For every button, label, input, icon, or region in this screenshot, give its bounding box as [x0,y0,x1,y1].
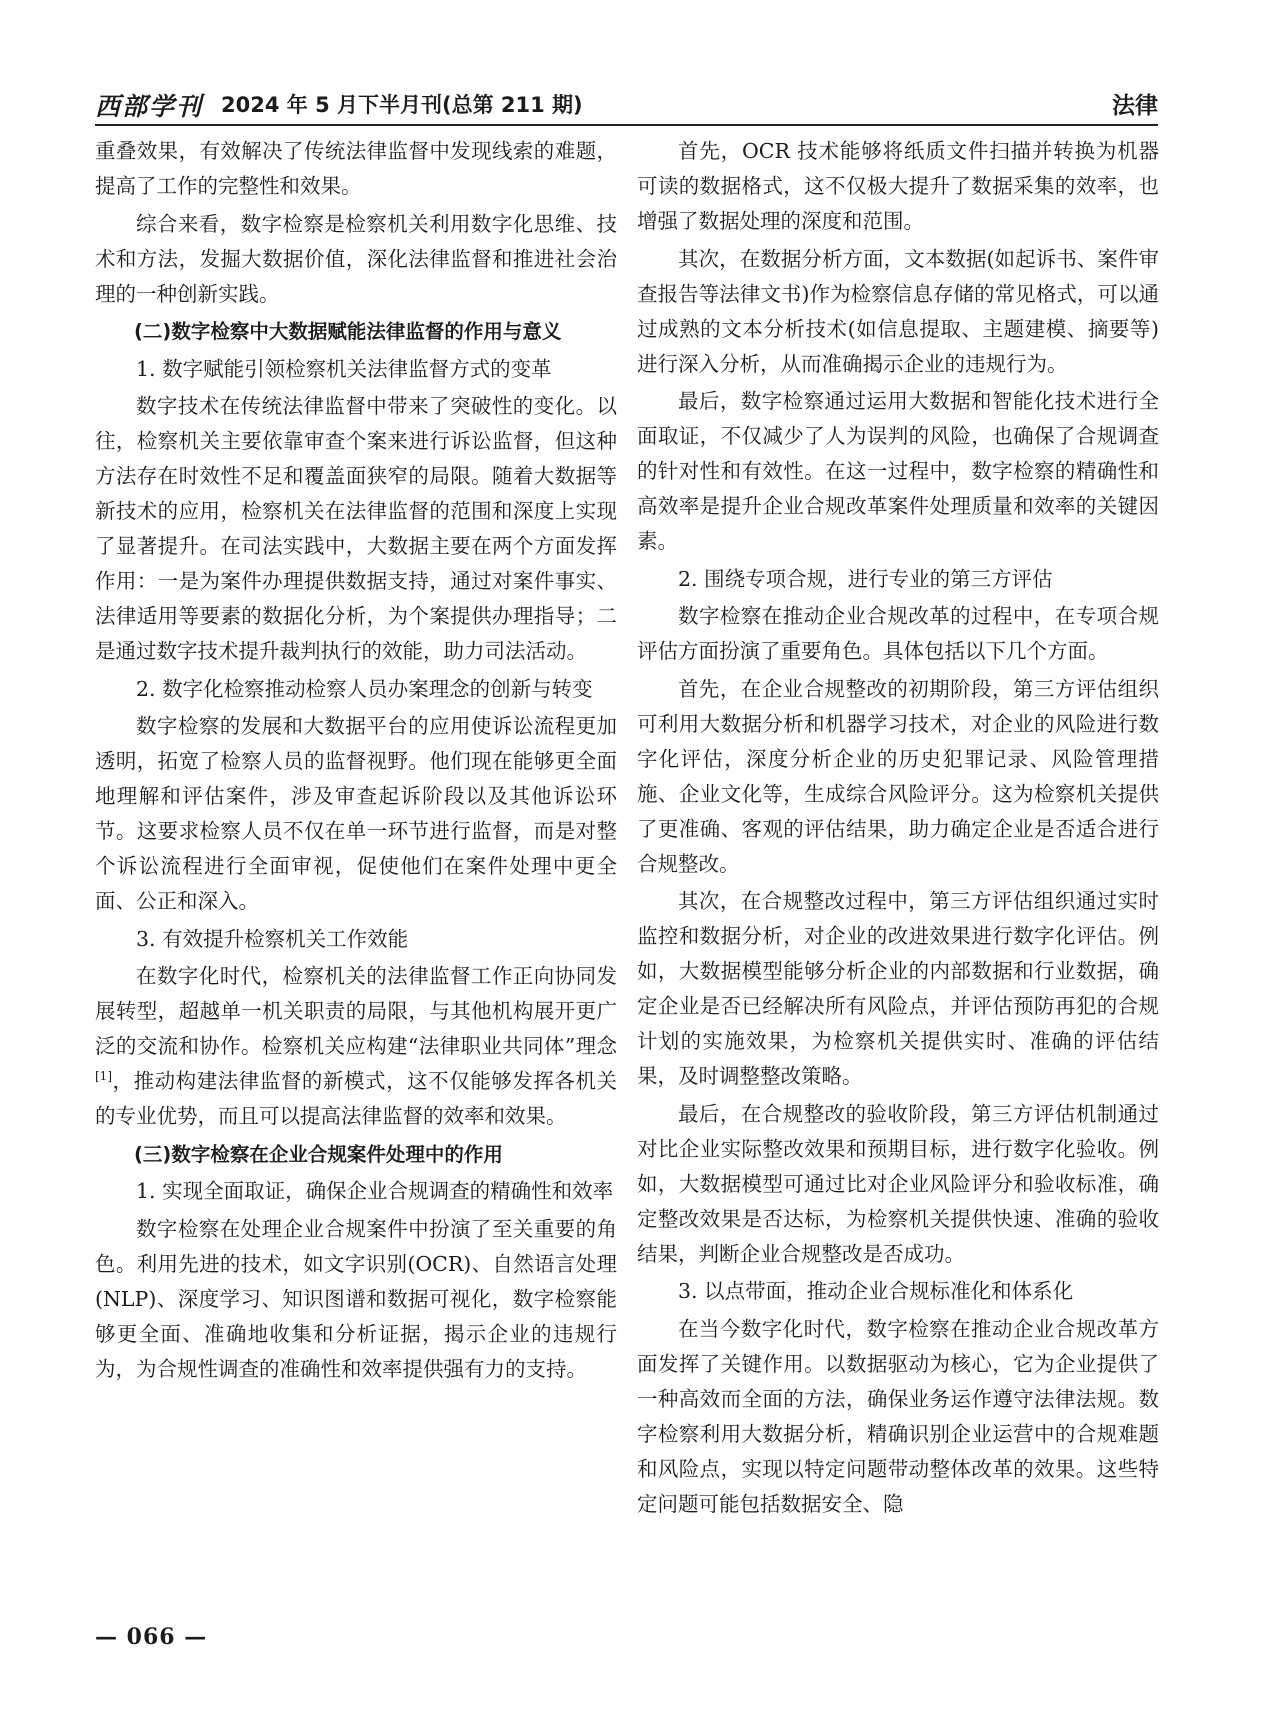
right-column [637,134,1159,1524]
subsection-heading: 3. 有效提升检察机关工作效能 [136,926,409,951]
issue-info: 2024 年 5 月下半月刊(总第 211 期) [221,93,583,117]
left-column [95,134,617,1389]
subsection-heading: 2. 围绕专项合规，进行专业的第三方评估 [678,566,1053,591]
subsection-heading: 1. 数字赋能引领检察机关法律监督方式的变革 [136,356,552,381]
paragraph: 其次，在数据分析方面，文本数据(如起诉书、案件审查报告等法律文书)作为检察信息存储的常见格式，可以通过成熟的文本分析技术(如信息提取、主题建模、摘要等)进行深入分析，从而准确揭示企业的违规行为。 [637,246,1159,376]
citation-ref: [1] [95,1069,112,1084]
paragraph: 其次，在合规整改过程中，第三方评估组织通过实时监控和数据分析，对企业的改进效果进行数字化评估。例如，大数据模型能够分析企业的内部数据和行业数据，确定企业是否已经解决所有风险点，并评估预防再犯的合规计划的实施效果，为检察机关提供实时、准确的评估结果，及时调整整改策略。 [637,889,1159,1088]
paragraph: 数字检察的发展和大数据平台的应用使诉讼流程更加透明，拓宽了检察人员的监督视野。他们现在能够更全面地理解和评估案件，涉及审查起诉阶段以及其他诉讼环节。这要求检察人员不仅在单一环节进行监督，而是对整个诉讼流程进行全面审视，促使他们在案件处理中更全面、公正和深入。 [95,714,617,913]
paragraph: 综合来看，数字检察是检察机关利用数字化思维、技术和方法，发掘大数据价值，深化法律监督和推进社会治理的一种创新实践。 [95,211,617,306]
paragraph-text: 在数字化时代，检察机关的法律监督工作正向协同发展转型，超越单一机关职责的局限，与其他机构展开更广泛的交流和协作。检察机关应构建“法律职业共同体”理念 [95,964,617,1058]
paragraph: 数字检察在推动企业合规改革的过程中，在专项合规评估方面扮演了重要角色。具体包括以下几个方面。 [637,604,1159,663]
page-number: — 066 — [95,1624,208,1650]
paragraph: 数字技术在传统法律监督中带来了突破性的变化。以往，检察机关主要依靠审查个案来进行诉讼监督，但这种方法存在时效性不足和覆盖面狭窄的局限。随着大数据等新技术的应用，检察机关在法律监督的范围和深度上实现了显著提升。在司法实践中，大数据主要在两个方面发挥作用：一是为案件办理提供数据支持，通过对案件事实、法律适用等要素的数据化分析，为个案提供办理指导；二是通过数字技术提升裁判执行的效能，助力司法活动。 [95,394,617,663]
subsection-heading: 2. 数字化检察推动检察人员办案理念的创新与转变 [136,676,593,701]
paragraph: 数字检察在处理企业合规案件中扮演了至关重要的角色。利用先进的技术，如文字识别(OCR)、自然语言处理(NLP)、深度学习、知识图谱和数据可视化，数字检察能够更全面、准确地收集和分析证据，揭示企业的违规行为，为合规性调查的准确性和效率提供强有力的支持。 [95,1216,617,1381]
journal-name: 西部学刊 [95,92,204,121]
paragraph: 首先，在企业合规整改的初期阶段，第三方评估组织可利用大数据分析和机器学习技术，对企业的风险进行数字化评估，深度分析企业的历史犯罪记录、风险管理措施、企业文化等，生成综合风险评分。这为检察机关提供了更准确、客观的评估结果，助力确定企业是否适合进行合规整改。 [637,676,1159,876]
paragraph: 重叠效果，有效解决了传统法律监督中发现线索的难题，提高了工作的完整性和效果。 [95,139,617,198]
section-heading: (二)数字检察中大数据赋能法律监督的作用与意义 [134,320,562,343]
paragraph: 最后，数字检察通过运用大数据和智能化技术进行全面取证，不仅减少了人为误判的风险，也确保了合规调查的针对性和有效性。在这一过程中，数字检察的精确性和高效率是提升企业合规改革案件处理质量和效率的关键因素。 [637,389,1159,553]
paragraph: 在当今数字化时代，数字检察在推动企业合规改革方面发挥了关键作用。以数据驱动为核心，它为企业提供了一种高效而全面的方法，确保业务运作遵守法律法规。数字检察利用大数据分析，精确识别企业运营中的合规难题和风险点，实现以特定问题带动整体改革的效果。这些特定问题可能包括数据安全、隐 [637,1316,1159,1516]
paragraph [95,959,617,1134]
paragraph-text: ，推动构建法律监督的新模式，这不仅能够发挥各机关的专业优势，而且可以提高法律监督的效率和效果。 [95,1069,617,1128]
subsection-heading: 1. 实现全面取证，确保企业合规调查的精确性和效率 [136,1179,614,1203]
section-label: 法律 [1112,93,1158,119]
paragraph: 首先，OCR 技术能够将纸质文件扫描并转换为机器可读的数据格式，这不仅极大提升了数据采集的效率，也增强了数据处理的深度和范围。 [637,139,1159,233]
paragraph: 最后，在合规整改的验收阶段，第三方评估机制通过对比企业实际整改效果和预期目标，进行数字化验收。例如，大数据模型可通过比对企业风险评分和验收标准，确定整改效果是否达标，为检察机关提供快速、准确的验收结果，判断企业合规整改是否成功。 [637,1101,1159,1266]
section-heading: (三)数字检察在企业合规案件处理中的作用 [134,1142,503,1166]
running-header [95,84,1158,126]
subsection-heading: 3. 以点带面，推动企业合规标准化和体系化 [678,1279,1074,1303]
